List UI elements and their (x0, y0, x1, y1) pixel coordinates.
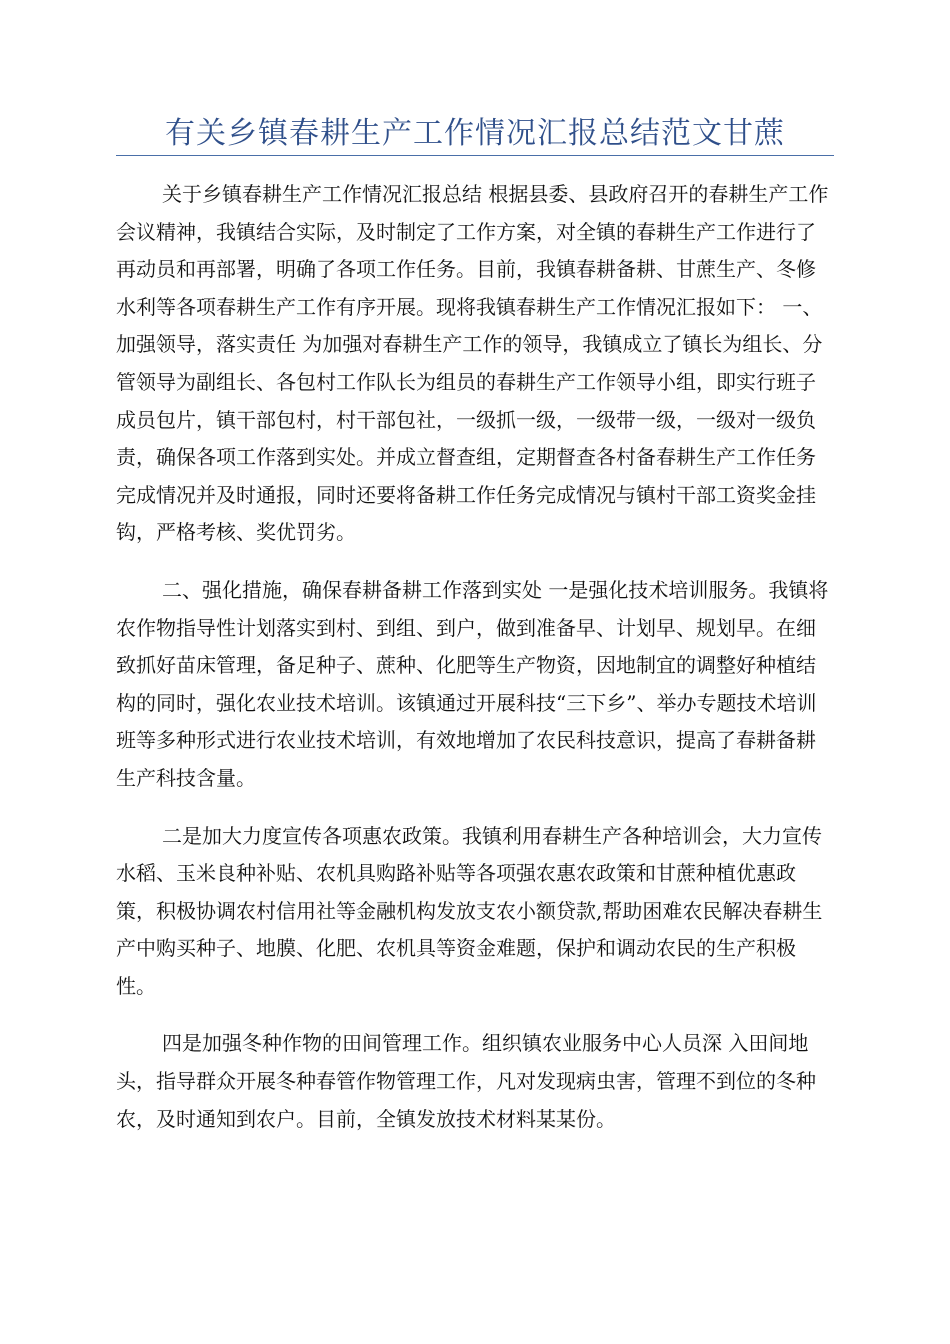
paragraph-3: 二是加大力度宣传各项惠农政策。我镇利用春耕生产各种培训会，大力宣传水稻、玉米良种补贴、农机具购路补贴等各项强农惠农政策和甘蔗种植优惠政策，积极协调农村信用社等金融机构发放支农小额贷款,帮助困难农民解决春耕生产中购买种子、地膜、化肥、农机具等资金难题，保护和调动农民的生产积极性。 (116, 823, 823, 998)
paragraph-2: 二、强化措施，确保春耕备耕工作落到实处 一是强化技术培训服务。我镇将农作物指导性计划落实到村、到组、到户，做到准备早、计划早、规划早。在细致抓好苗床管理，备足种子、蔗种、化肥等生产物资，因地制宜的调整好种植结构的同时，强化农业技术培训。该镇通过开展科技“三下乡”、举办专题技术培训班等多种形式进行农业技术培训，有效地增加了农民科技意识，提高了春耕备耕生产科技含量。 (116, 577, 829, 790)
document-body (116, 176, 834, 1138)
document-title: 有关乡镇春耕生产工作情况汇报总结范文甘蔗 (165, 116, 785, 151)
title-underline (116, 155, 834, 156)
paragraph-4: 四是加强冬种作物的田间管理工作。组织镇农业服务中心人员深 入田间地头，指导群众开展冬种春管作物管理工作，凡对发现病虫害，管理不到位的冬种农，及时通知到农户。目前，全镇发放技术材料某某份。 (116, 1031, 816, 1131)
paragraph-1: 关于乡镇春耕生产工作情况汇报总结 根据县委、县政府召开的春耕生产工作会议精神，我镇结合实际，及时制定了工作方案，对全镇的春耕生产工作进行了再动员和再部署，明确了各项工作任务。目前，我镇春耕备耕、甘蔗生产、冬修水利等各项春耕生产工作有序开展。现将我镇春耕生产工作情况汇报如下： 一、加强领导，落实责任 为加强对春耕生产工作的领导，我镇成立了镇长为组长、分管领导为副组长、各包村工作队长为组员的春耕生产工作领导小组，即实行班子成员包片，镇干部包村，村干部包社，一级抓一级，一级带一级，一级对一级负责，确保各项工作落到实处。并成立督查组，定期督查各村备春耕生产工作任务完成情况并及时通报，同时还要将备耕工作任务完成情况与镇村干部工资奖金挂钩，严格考核、奖优罚劣。 (116, 182, 829, 545)
